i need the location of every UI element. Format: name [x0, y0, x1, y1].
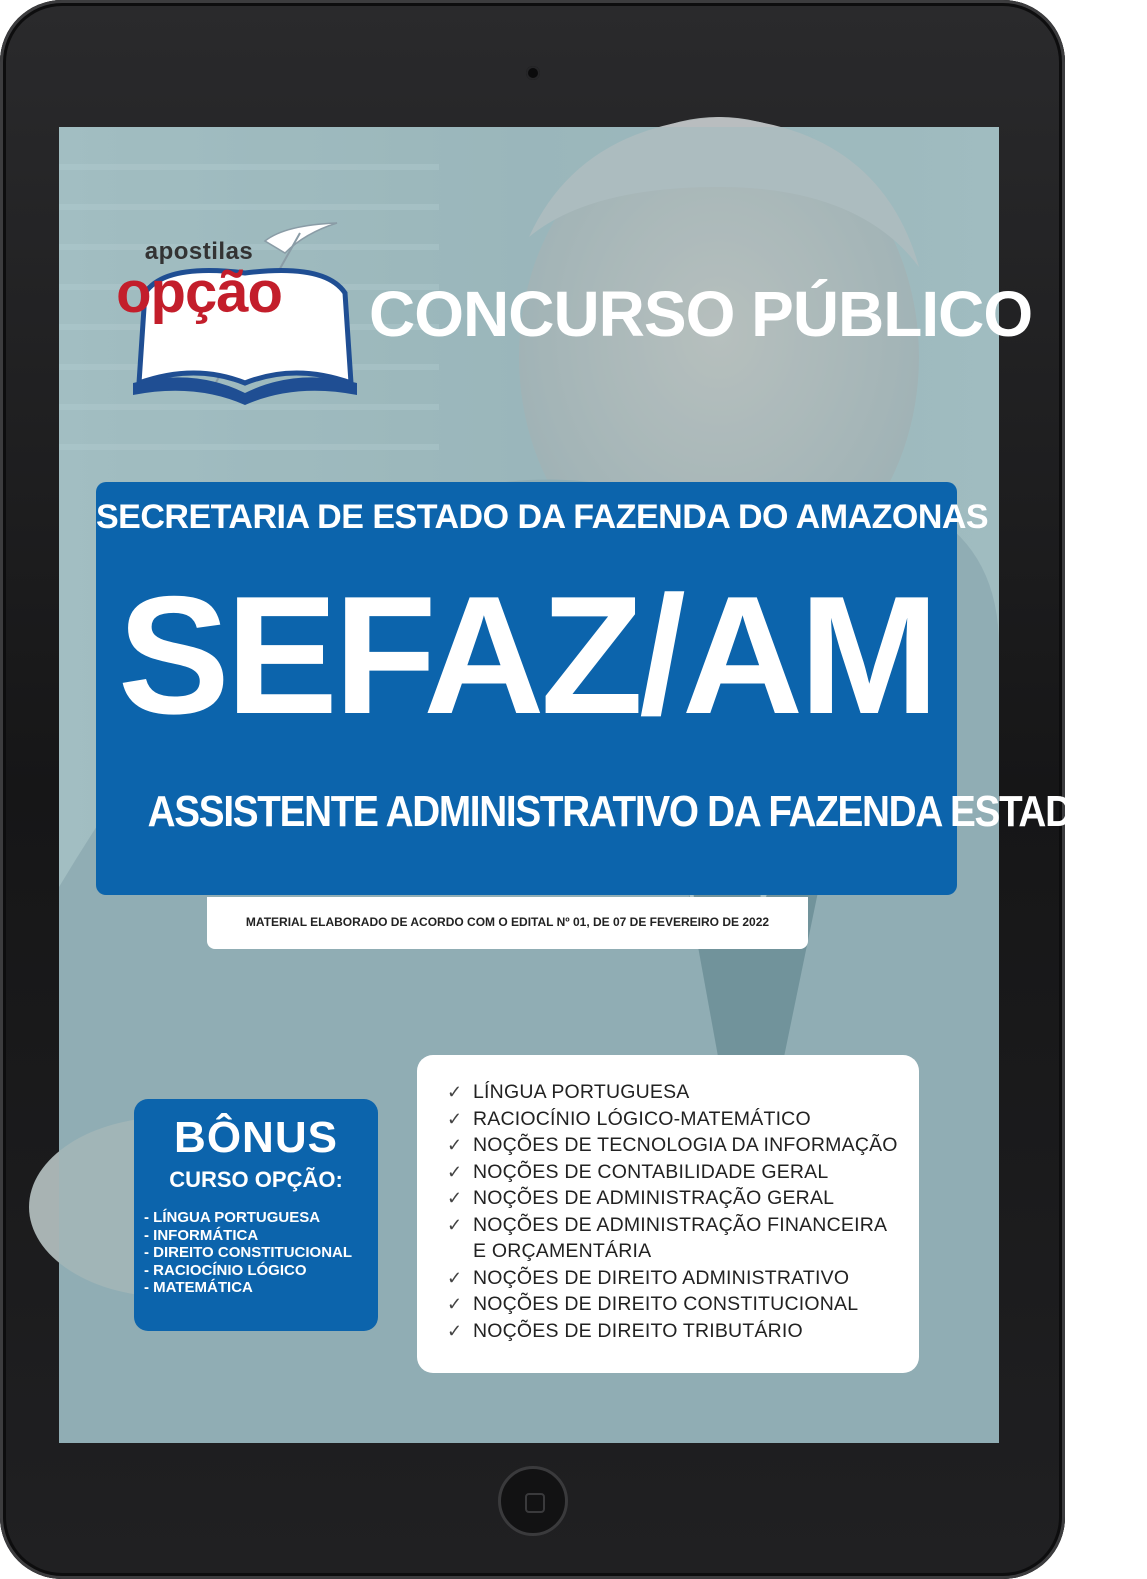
check-icon: ✓ [447, 1320, 463, 1341]
check-icon: ✓ [447, 1082, 463, 1102]
list-item: ✓ LÍNGUA PORTUGUESA [447, 1079, 919, 1106]
check-icon: ✓ [447, 1135, 463, 1155]
list-item: ✓ NOÇÕES DE DIREITO ADMINISTRATIVO [447, 1265, 919, 1292]
edital-strip [207, 897, 808, 949]
agency-code: SEFAZ/AM [117, 561, 936, 749]
position-title: ASSISTENTE ADMINISTRATIVO DA FAZENDA ESTADUAL [147, 787, 1147, 836]
list-item: ✓ NOÇÕES DE ADMINISTRAÇÃO GERAL [447, 1185, 919, 1212]
bonus-item: - INFORMÁTICA [144, 1226, 259, 1244]
bonus-item: - MATEMÁTICA [144, 1279, 253, 1296]
check-icon: ✓ [447, 1108, 463, 1129]
check-icon: ✓ [447, 1294, 463, 1314]
logo-text-opcao: opção [116, 260, 282, 325]
bonus-list [144, 1209, 378, 1297]
check-icon: ✓ [447, 1161, 463, 1182]
list-item-continuation: E ORÇAMENTÁRIA [473, 1240, 652, 1262]
bonus-item: - DIREITO CONSTITUCIONAL [144, 1244, 353, 1261]
camera-icon [526, 66, 540, 80]
list-item: ✓ NOÇÕES DE ADMINISTRAÇÃO FINANCEIRA [447, 1212, 919, 1239]
bonus-box [134, 1099, 378, 1331]
list-item: ✓ NOÇÕES DE TECNOLOGIA DA INFORMAÇÃO [447, 1132, 919, 1159]
bonus-item: - LÍNGUA PORTUGUESA [144, 1209, 321, 1226]
concurso-publico-heading: CONCURSO PÚBLICO [369, 278, 1033, 350]
check-icon: ✓ [447, 1214, 463, 1235]
edital-text: MATERIAL ELABORADO DE ACORDO COM O EDITAL Nº 01, DE 07 DE FEVEREIRO DE 2022 [245, 915, 770, 929]
bonus-item: - RACIOCÍNIO LÓGICO [144, 1261, 307, 1279]
home-button[interactable] [498, 1466, 568, 1536]
agency-name: SECRETARIA DE ESTADO DA FAZENDA DO AMAZONAS [96, 498, 989, 536]
bonus-subtitle: CURSO OPÇÃO: [169, 1167, 343, 1192]
bonus-title: BÔNUS [174, 1113, 338, 1162]
cover-screen [59, 127, 1147, 1443]
title-box [96, 482, 1147, 895]
list-item: ✓ NOÇÕES DE CONTABILIDADE GERAL [447, 1159, 919, 1186]
logo-text-apostilas: apostilas [144, 238, 254, 265]
list-item: ✓ RACIOCÍNIO LÓGICO-MATEMÁTICO [447, 1106, 919, 1133]
subjects-panel [417, 1055, 919, 1373]
home-square-icon [525, 1493, 545, 1513]
check-icon: ✓ [447, 1188, 463, 1208]
list-item: ✓ NOÇÕES DE DIREITO TRIBUTÁRIO [447, 1318, 919, 1345]
subjects-list [417, 1055, 919, 1344]
check-icon: ✓ [447, 1267, 463, 1288]
list-item: ✓ NOÇÕES DE DIREITO CONSTITUCIONAL [447, 1291, 919, 1318]
